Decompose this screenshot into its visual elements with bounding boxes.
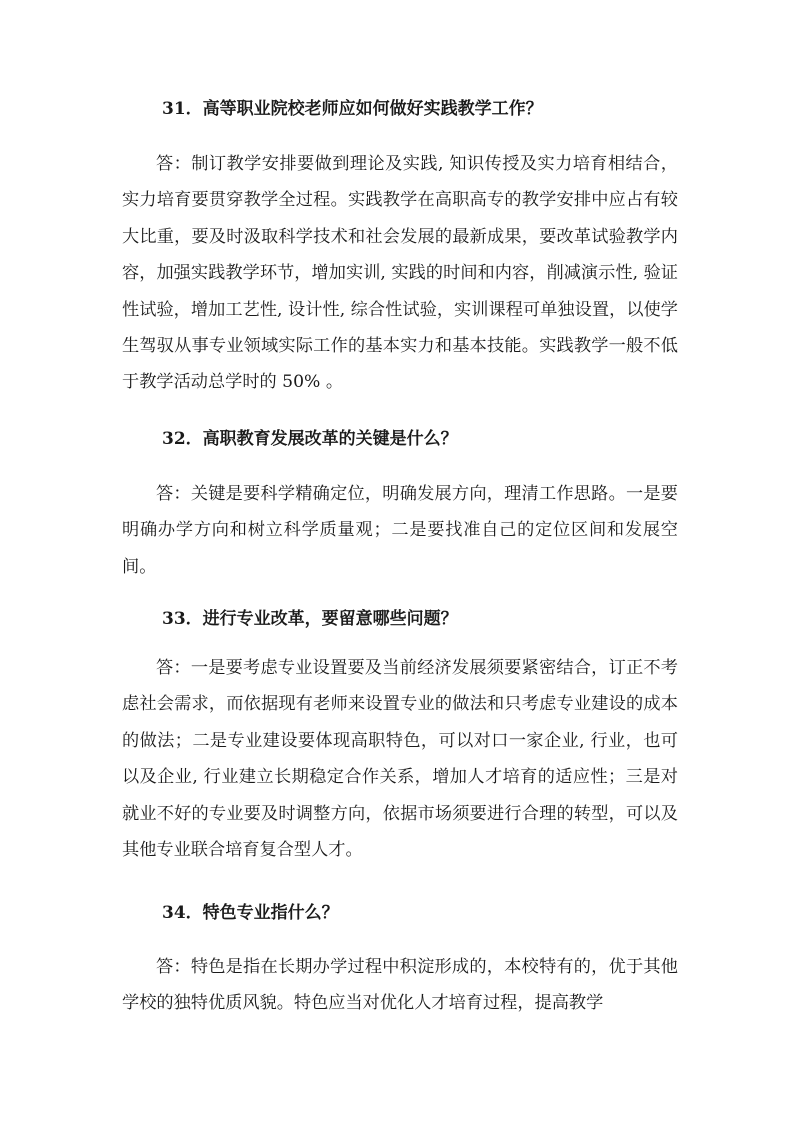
- question-33-heading: 33．进行专业改革，要留意哪些问题？: [162, 609, 458, 629]
- question-32-heading: 32．高职教育发展改革的关键是什么？: [162, 429, 458, 449]
- answer-34-text: 答：特色是指在长期办学过程中积淀形成的，本校特有的，优于其他学校的独特优质风貌。特色应当对优化人才培育过程，提高教学: [122, 957, 678, 1014]
- question-31-heading: 31．高等职业院校老师应如何做好实践教学工作？: [162, 99, 543, 119]
- answer-33-text: 答：一是要考虑专业设置要及当前经济发展须要紧密结合，订正不考虑社会需求，而依据现有老师来设置专业的做法和只考虑专业建设的成本的做法；二是专业建设要体现高职特色，可以对口一家企业, 行业，也可以及企业, 行业建立长期稳定合作关系，增加人才培育的适应性；三是对就业不好的专业要及时调整方向，依据市场须要进行合理的转型，可以及其他专业联合培育复合型人才。: [122, 658, 678, 861]
- question-34-heading: 34．特色专业指什么？: [162, 903, 339, 923]
- answer-32-text: 答：关键是要科学精确定位，明确发展方向，理清工作思路。一是要明确办学方向和树立科学质量观；二是要找准自己的定位区间和发展空间。: [122, 484, 678, 577]
- answer-31-text: 答：制订教学安排要做到理论及实践, 知识传授及实力培育相结合，实力培育要贯穿教学全过程。实践教学在高职高专的教学安排中应占有较大比重，要及时汲取科学技术和社会发展的最新成果，要改革试验教学内容，加强实践教学环节，增加实训, 实践的时间和内容，削减演示性, 验证性试验，增加工艺性, 设计性, 综合性试验，实训课程可单独设置，以使学生驾驭从事专业领域实际工作的基本实力和基本技能。实践教学一般不低于教学活动总学时的 50% 。: [122, 154, 678, 393]
